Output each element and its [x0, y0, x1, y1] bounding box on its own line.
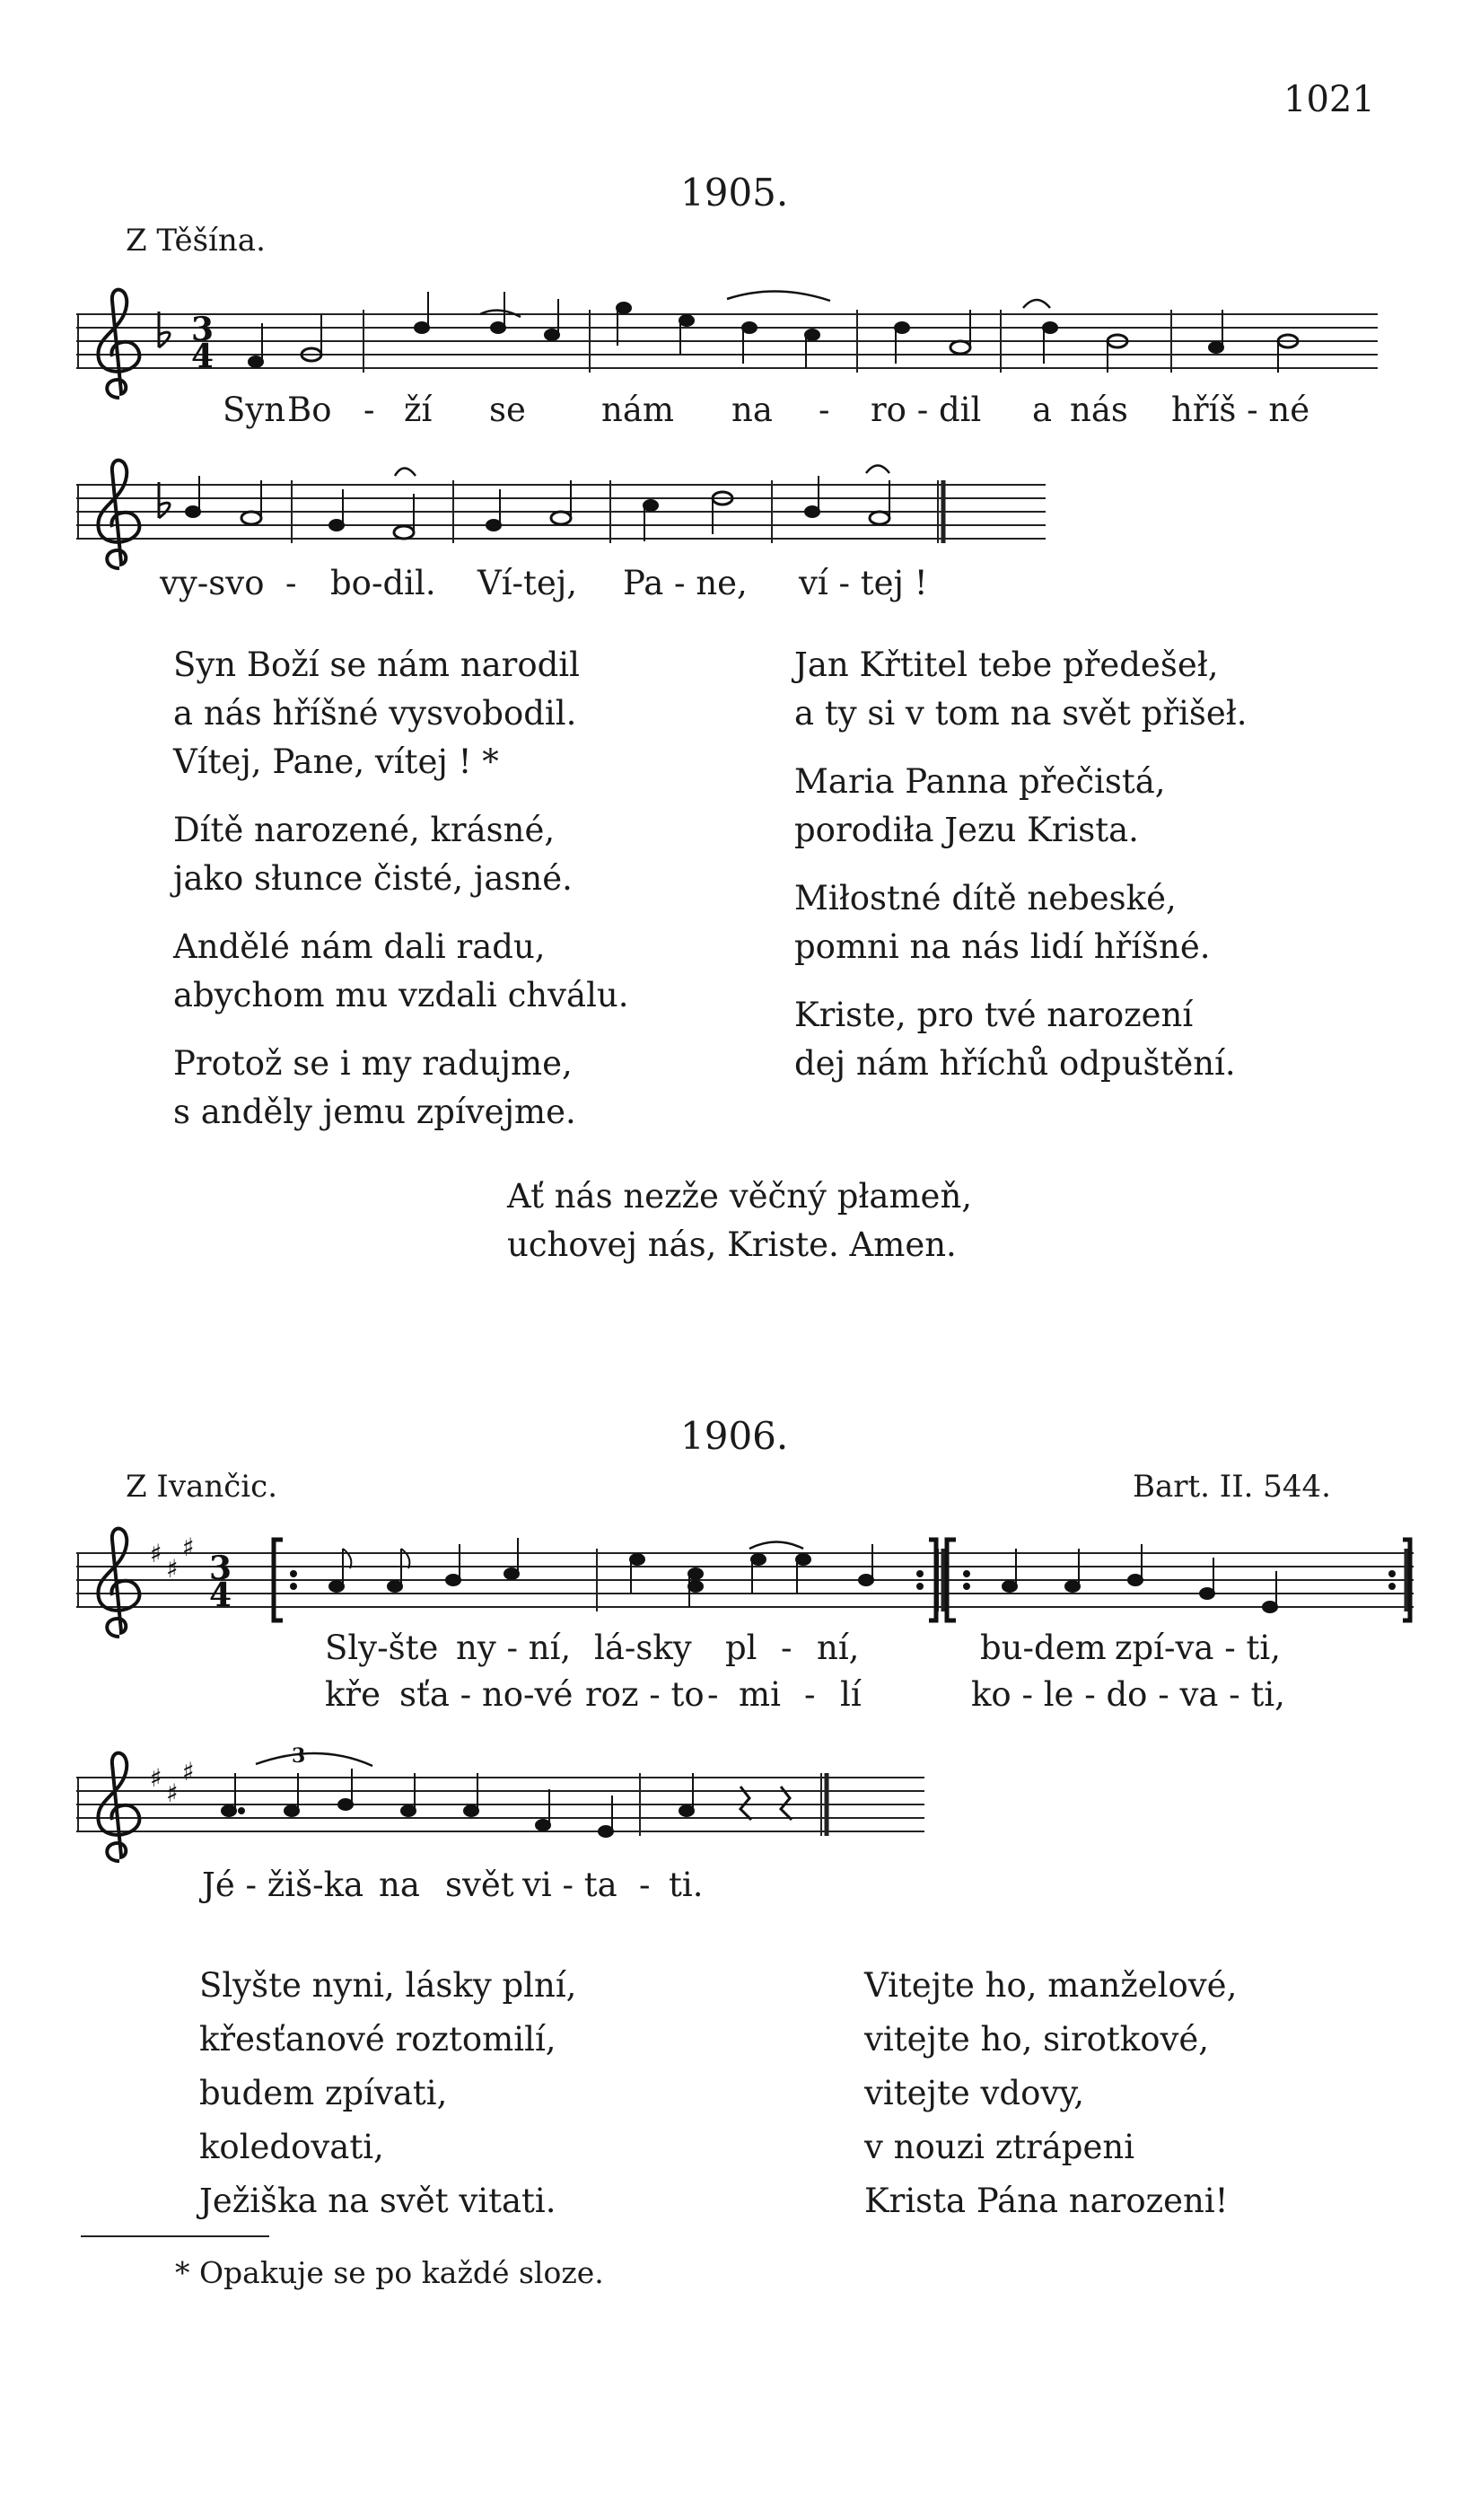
verse-line: jako słunce čisté, jasné.	[173, 859, 573, 898]
lyric-hyphen: -	[804, 1675, 816, 1714]
lyric-syllable: Bo	[287, 391, 332, 429]
song-number: 1905.	[680, 171, 789, 215]
lyric-syllable: hříš - né	[1171, 391, 1310, 429]
lyric-syllable: bo-dil.	[330, 564, 436, 602]
verse-line: křesťanové roztomilí,	[199, 2020, 556, 2059]
svg-text:♯: ♯	[182, 1532, 195, 1562]
lyric-syllable: na	[731, 391, 773, 429]
footnote: * Opakuje se po každé sloze.	[175, 2255, 604, 2290]
lyric-syllable: ko - le - do - va - ti,	[971, 1675, 1285, 1714]
verse-line: vitejte vdovy,	[864, 2074, 1085, 2112]
lyric-syllable: sťa - no-vé	[399, 1675, 574, 1714]
treble-clef-icon	[98, 1529, 139, 1637]
svg-text:3: 3	[191, 311, 215, 348]
verse-line: a nás hříšné vysvobodil.	[173, 694, 577, 733]
verse-line: Ježiška na svět vitati.	[199, 2182, 556, 2220]
verse-line: Miłostné dítě nebeské,	[794, 879, 1177, 918]
verse-line: Andělé nám dali radu,	[173, 927, 546, 966]
lyric-syllable: ro - dil	[871, 391, 982, 429]
verse-line: Ať nás nezže věčný płameň,	[507, 1177, 973, 1216]
verse-line: Slyšte nyni, lásky plní,	[199, 1966, 577, 2005]
verse-column-right	[794, 641, 1248, 1088]
verse-line: Vitejte ho, manželové,	[864, 1966, 1238, 2005]
lyric-syllable: nám	[601, 391, 674, 429]
verse-line: Krista Pána narozeni!	[864, 2182, 1229, 2220]
lyric-syllable: ží	[404, 391, 433, 429]
lyric-syllable: mi	[739, 1675, 781, 1714]
music-staff-1905-line1	[76, 283, 1378, 408]
key-signature-sharps-icon	[150, 1757, 195, 1808]
verse-line: Maria Panna přečistá,	[794, 762, 1166, 801]
music-staff-1905-line2	[76, 453, 1046, 579]
treble-clef-icon	[98, 1753, 139, 1861]
verse-line: Dítě narozené, krásné,	[173, 811, 556, 849]
lyric-syllable: Jé - žiš-ka	[202, 1866, 364, 1904]
verse-line: porodiła Jezu Krista.	[794, 811, 1139, 849]
svg-text:♯: ♯	[182, 1757, 195, 1787]
svg-text:♯: ♯	[166, 1778, 179, 1808]
music-staff-1906-line2	[76, 1746, 924, 1872]
lyric-syllable: kře	[325, 1675, 381, 1714]
lyric-syllable: pl	[725, 1629, 758, 1667]
svg-text:3: 3	[292, 1746, 306, 1768]
treble-clef-icon	[98, 461, 139, 568]
lyric-syllable: Syn	[223, 391, 286, 429]
lyric-syllable: lá-sky	[594, 1629, 692, 1667]
lyric-syllable: Pa - ne,	[623, 564, 748, 602]
svg-text:4: 4	[209, 1576, 232, 1614]
lyric-syllable: a	[1032, 391, 1053, 429]
lyric-syllable: zpí-va - ti,	[1115, 1629, 1281, 1667]
lyric-syllable: vy-svo	[160, 564, 265, 602]
song-reference: Bart. II. 544.	[1133, 1469, 1331, 1505]
lyric-hyphen: -	[781, 1629, 793, 1667]
lyric-syllable: bu-dem	[980, 1629, 1107, 1667]
verse-line: v nouzi ztrápeni	[864, 2128, 1135, 2166]
lyric-syllable: svět	[445, 1866, 514, 1904]
lyric-syllable: Ví-tej,	[477, 564, 578, 602]
lyric-syllable: lí	[840, 1675, 862, 1714]
svg-text:♯: ♯	[150, 1763, 162, 1793]
lyric-syllable: Sly-šte	[325, 1629, 439, 1667]
lyric-hyphen: -	[363, 391, 375, 429]
verse-line: budem zpívati,	[199, 2074, 448, 2112]
song-origin: Z Ivančic.	[126, 1469, 278, 1505]
verse-line: abychom mu vzdali chválu.	[173, 976, 629, 1014]
verse-line: Syn Boží se nám narodil	[173, 645, 580, 684]
verse-line: Kriste, pro tvé narození	[794, 996, 1194, 1034]
svg-text:♯: ♯	[166, 1554, 179, 1584]
lyric-syllable: vi - ta	[522, 1866, 617, 1904]
svg-text:4: 4	[191, 338, 215, 375]
verse-line: uchovej nás, Kriste. Amen.	[507, 1225, 957, 1264]
footnote-rule	[81, 2235, 269, 2237]
lyric-hyphen: -	[285, 564, 297, 602]
song-origin: Z Těšína.	[126, 223, 266, 259]
verse-line: vitejte ho, sirotkové,	[864, 2020, 1210, 2059]
verse-final	[507, 1172, 972, 1269]
lyric-syllable: ví - tej !	[799, 564, 928, 602]
lyric-syllable: na	[379, 1866, 420, 1904]
verse-line: pomni na nás lidí hříšné.	[794, 927, 1211, 966]
svg-text:♯: ♯	[150, 1539, 162, 1568]
verse-line: a ty si v tom na svět přišeł.	[794, 694, 1248, 733]
verse-line: koledovati,	[199, 2128, 384, 2166]
verse-line: s anděly jemu zpívejme.	[173, 1093, 576, 1131]
verse-column-right	[864, 1959, 1237, 2228]
lyric-hyphen: -	[639, 1866, 651, 1904]
verse-line: Vítej, Pane, vítej ! *	[173, 742, 499, 781]
lyric-syllable: roz - to	[585, 1675, 705, 1714]
verse-column-left	[199, 1959, 576, 2228]
lyric-syllable: se	[489, 391, 526, 429]
lyric-syllable: nás	[1070, 391, 1128, 429]
lyric-syllable: ti.	[669, 1866, 704, 1904]
svg-text:3: 3	[209, 1550, 232, 1587]
lyric-hyphen: -	[819, 391, 830, 429]
verse-line: Protož se i my radujme,	[173, 1044, 573, 1083]
lyric-hyphen: -	[707, 1675, 719, 1714]
verse-line: Jan Křtitel tebe předešeł,	[794, 645, 1219, 684]
verse-column-left	[173, 641, 629, 1137]
song-number: 1906.	[680, 1414, 789, 1458]
lyric-syllable: ny - ní,	[456, 1629, 572, 1667]
lyric-syllable: ní,	[817, 1629, 860, 1667]
verse-line: dej nám hříchů odpuštění.	[794, 1044, 1236, 1083]
page-number: 1021	[1283, 79, 1375, 120]
treble-clef-icon	[98, 290, 139, 398]
key-signature-sharps-icon	[150, 1532, 195, 1584]
